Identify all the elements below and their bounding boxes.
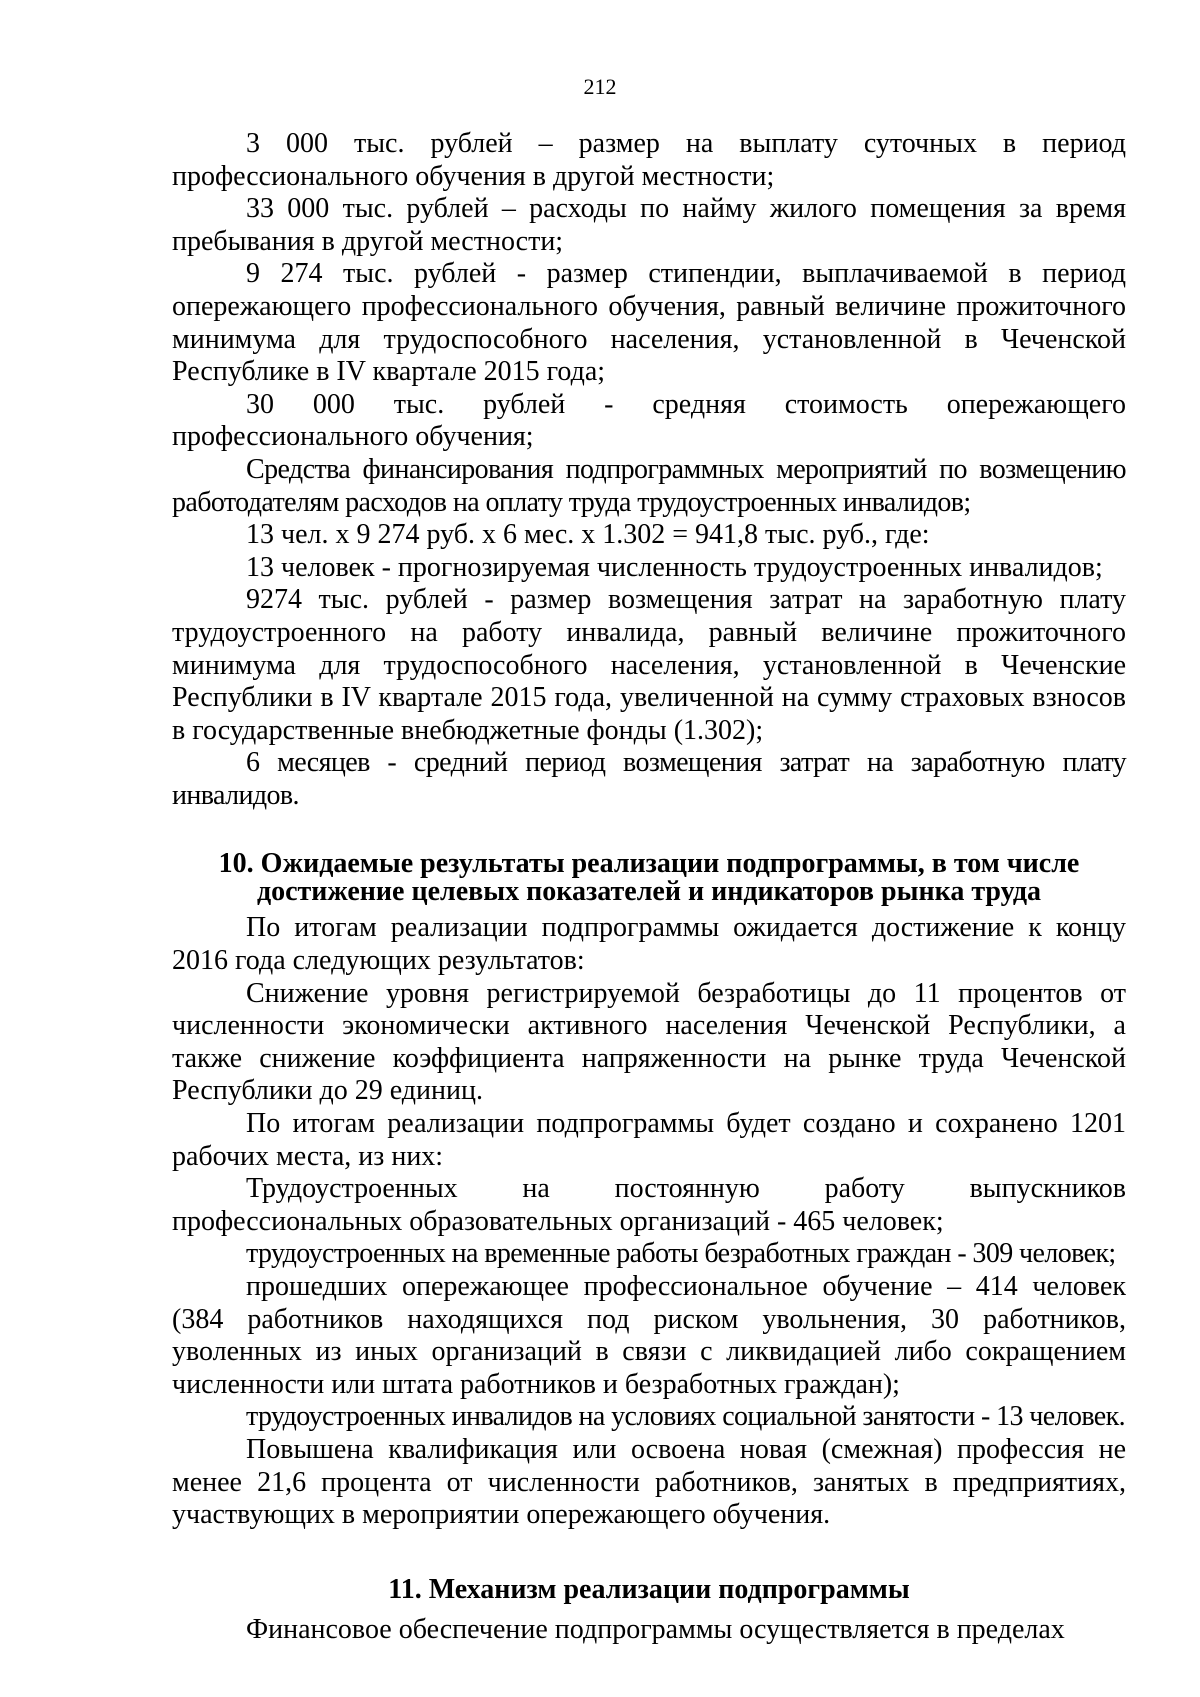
paragraph-jobs-created: По итогам реализации подпрограммы будет создано и сохранено 1201 рабочих места, из них: — [172, 1108, 1126, 1172]
paragraph-graduates-employed: Трудоустроенных на постоянную работу выпускников профессиональных образовательных организаций - 465 человек; — [172, 1173, 1126, 1237]
paragraph-disabled-employment-funding: Средства финансирования подпрограммных мероприятий по возмещению работодателям расходов на оплату труда трудоустроенных инвалидов; — [172, 453, 1126, 518]
paragraph-disabled-count: 13 человек - прогнозируемая численность трудоустроенных инвалидов; — [246, 551, 1103, 583]
page-number: 212 — [583, 74, 617, 99]
section-10-heading-line-1: 10. Ожидаемые результаты реализации подпрограммы, в том числе — [218, 848, 1080, 880]
paragraph-qualification-improvement: Повышена квалификация или освоена новая (смежная) профессия не менее 21,6 процента от численности работников, занятых в предприятиях, участвующих в мероприятии опережающего обучения. — [172, 1433, 1126, 1531]
paragraph-advanced-training: прошедших опережающее профессиональное обучение – 414 человек (384 работников находящихся под риском увольнения, 30 работников, уволенных из иных организаций в связи с ликвидацией либо сокращением численности или штата работников и безработных граждан); — [172, 1271, 1126, 1400]
paragraph-unemployment-reduction: Снижение уровня регистрируемой безработицы до 11 процентов от численности экономически активного населения Чеченской Республики, а также снижение коэффициента напряженности на рынке труда Чеченской Республики до 29 единиц. — [172, 977, 1126, 1107]
paragraph-housing-cost: 33 000 тыс. рублей – расходы по найму жилого помещения за время пребывания в другой местности; — [172, 193, 1126, 257]
paragraph-disabled-social-employment: трудоустроенных инвалидов на условиях социальной занятости - 13 человек. — [246, 1401, 1126, 1433]
paragraph-training-cost: 30 000 тыс. рублей - средняя стоимость опережающего профессионального обучения; — [172, 388, 1126, 453]
section-10-heading — [172, 850, 1126, 906]
paragraph-temporary-work: трудоустроенных на временные работы безработных граждан - 309 человек; — [246, 1238, 1116, 1270]
paragraph-stipend-size: 9 274 тыс. рублей - размер стипендии, выплачиваемой в период опережающего профессионального обучения, равный величине прожиточного минимума для трудоспособного населения, установленной в Чеченской Республике в IV квартале 2015 года; — [172, 258, 1126, 388]
paragraph-expected-results-intro: По итогам реализации подпрограммы ожидается достижение к концу 2016 года следующих результатов: — [172, 912, 1126, 977]
paragraph-compensation-period: 6 месяцев - средний период возмещения затрат на заработную плату инвалидов. — [172, 747, 1126, 811]
section-11-heading: 11. Механизм реализации подпрограммы — [388, 1573, 910, 1605]
paragraph-financing-mechanism: Финансовое обеспечение подпрограммы осуществляется в пределах — [246, 1613, 1065, 1645]
section-10-heading-line-2: достижение целевых показателей и индикаторов рынка труда — [256, 876, 1042, 908]
paragraph-per-diem-cost: 3 000 тыс. рублей – размер на выплату суточных в период профессионального обучения в другой местности; — [172, 128, 1126, 192]
paragraph-wage-compensation: 9274 тыс. рублей - размер возмещения затрат на заработную плату трудоустроенного на работу инвалида, равный величине прожиточного минимума для трудоспособного населения, установленной в Чеченские Республики в IV квартале 2015 года, увеличенной на сумму страховых взносов в государственные внебюджетные фонды (1.302); — [172, 584, 1126, 746]
paragraph-calculation-formula: 13 чел. х 9 274 руб. х 6 мес. х 1.302 = 941,8 тыс. руб., где: — [246, 519, 930, 551]
document-body — [172, 128, 1126, 1646]
